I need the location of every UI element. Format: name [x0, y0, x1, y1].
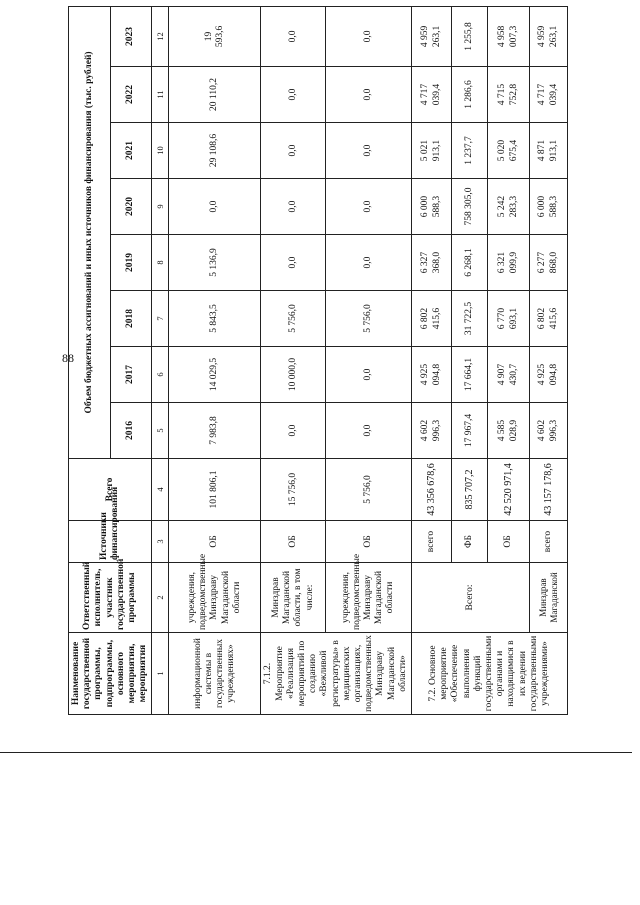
header-year: 2020	[110, 179, 152, 235]
row-executor: учреждения, подведомственные Минздраву Магаданской области	[326, 563, 412, 633]
row-value: 1 255,8	[452, 6, 488, 66]
row-value: 17 967,4	[452, 403, 488, 459]
row-value: 0,0	[261, 179, 326, 235]
funding-table	[68, 6, 568, 715]
page-divider-line	[0, 752, 632, 753]
row-value: 6 000 588,3	[530, 179, 568, 235]
row-name: информационной системы в государственных учреждениях»	[169, 633, 261, 715]
row-value: 5 136,9	[169, 235, 261, 291]
header-name: Наименование государственной программы, подпрограммы, основного мероприятия, мероприятия	[69, 633, 152, 715]
row-value: 4 925 094,8	[530, 347, 568, 403]
row-value: 0,0	[261, 123, 326, 179]
row-value: 4 602 996,3	[530, 403, 568, 459]
table-row	[169, 6, 261, 714]
row-total: 43 356 678,6	[412, 459, 452, 521]
row-value: 758 305,0	[452, 179, 488, 235]
row-value: 0,0	[326, 403, 412, 459]
row-value: 6 321 099,9	[488, 235, 530, 291]
row-value: 4 871 913,1	[530, 123, 568, 179]
table-row	[530, 6, 568, 714]
column-index: 5	[152, 403, 169, 459]
header-source: Источники финансирования	[69, 521, 152, 563]
table-row	[412, 6, 452, 714]
row-total: 835 707,2	[452, 459, 488, 521]
row-source: ФБ	[452, 521, 488, 563]
row-executor: Минздрав Магаданской области, в том числе:	[261, 563, 326, 633]
row-value: 17 664,1	[452, 347, 488, 403]
column-index: 4	[152, 459, 169, 521]
row-value: 6 802 415,6	[412, 291, 452, 347]
header-year: 2023	[110, 6, 152, 66]
row-value: 1 237,7	[452, 123, 488, 179]
row-value: 6 000 588,3	[412, 179, 452, 235]
row-value: 4 958 007,3	[488, 6, 530, 66]
row-value: 5 756,0	[326, 291, 412, 347]
row-value: 4 602 996,3	[412, 403, 452, 459]
header-year: 2018	[110, 291, 152, 347]
header-year: 2021	[110, 123, 152, 179]
row-total: 42 520 971,4	[488, 459, 530, 521]
row-value: 4 959 263,1	[530, 6, 568, 66]
row-source: ОБ	[488, 521, 530, 563]
row-name: 7.1.2. Мероприятие «Реализация мероприятий по созданию «Вежливой регистратуры» в медицинских организациях, подведомственных Минздраву Магаданской области»	[261, 633, 412, 715]
row-value: 0,0	[261, 403, 326, 459]
row-value: 20 110,2	[169, 67, 261, 123]
header-row-1	[69, 6, 111, 714]
row-total: 5 756,0	[326, 459, 412, 521]
row-source: всего	[530, 521, 568, 563]
row-executor: Минздрав Магаданской	[530, 563, 568, 633]
row-total: 15 756,0	[261, 459, 326, 521]
row-value: 0,0	[261, 6, 326, 66]
row-value: 0,0	[261, 67, 326, 123]
row-value: 5 020 675,4	[488, 123, 530, 179]
column-index: 3	[152, 521, 169, 563]
row-total: 101 806,1	[169, 459, 261, 521]
page-number: 88	[62, 351, 74, 365]
column-index: 12	[152, 6, 169, 66]
column-index: 9	[152, 179, 169, 235]
header-year: 2016	[110, 403, 152, 459]
row-value: 6 802 415,6	[530, 291, 568, 347]
row-value: 0,0	[326, 67, 412, 123]
header-executor: Ответственный исполнитель, участник государственной программы	[69, 563, 152, 633]
row-value: 4 585 028,9	[488, 403, 530, 459]
row-value: 7 983,8	[169, 403, 261, 459]
row-executor: Всего:	[412, 563, 530, 633]
row-name: 7.2. Основное мероприятие «Обеспечение выполнения функций государственными органами и находящимися в их ведении государственными учреждениями»	[412, 633, 568, 715]
header-year: 2019	[110, 235, 152, 291]
row-value: 1 286,6	[452, 67, 488, 123]
row-value: 6 327 368,0	[412, 235, 452, 291]
row-value: 4 959 263,1	[412, 6, 452, 66]
column-index: 10	[152, 123, 169, 179]
header-year: 2022	[110, 67, 152, 123]
table-row	[326, 6, 412, 714]
row-value: 10 000,0	[261, 347, 326, 403]
row-value: 4 717 039,4	[412, 67, 452, 123]
column-index: 8	[152, 235, 169, 291]
row-value: 5 756,0	[261, 291, 326, 347]
row-value: 4 715 752,8	[488, 67, 530, 123]
header-total: Всего	[69, 459, 152, 521]
row-source: ОБ	[169, 521, 261, 563]
column-index: 1	[152, 633, 169, 715]
row-value: 5 843,5	[169, 291, 261, 347]
row-value: 5 021 913,1	[412, 123, 452, 179]
row-source: ОБ	[326, 521, 412, 563]
column-index: 11	[152, 67, 169, 123]
header-year: 2017	[110, 347, 152, 403]
row-value: 6 277 868,0	[530, 235, 568, 291]
row-value: 4 907 430,7	[488, 347, 530, 403]
row-value: 31 722,5	[452, 291, 488, 347]
column-index: 7	[152, 291, 169, 347]
column-index-row	[152, 6, 169, 714]
row-value: 0,0	[326, 235, 412, 291]
header-funding-group: Объем бюджетных ассигнований и иных источников финансирования (тыс. рублей)	[69, 6, 111, 458]
row-source: ОБ	[261, 521, 326, 563]
row-value: 19 593,6	[169, 6, 261, 66]
row-value: 4 925 094,8	[412, 347, 452, 403]
row-total: 43 157 178,6	[530, 459, 568, 521]
row-executor: учреждения, подведомственные Минздраву Магаданской области	[169, 563, 261, 633]
row-value: 0,0	[261, 235, 326, 291]
row-value: 14 029,5	[169, 347, 261, 403]
row-value: 6 268,1	[452, 235, 488, 291]
table-row	[261, 6, 326, 714]
row-value: 29 108,6	[169, 123, 261, 179]
row-value: 5 242 283,3	[488, 179, 530, 235]
row-source: всего	[412, 521, 452, 563]
column-index: 6	[152, 347, 169, 403]
row-value: 0,0	[326, 179, 412, 235]
row-value: 0,0	[326, 347, 412, 403]
row-value: 0,0	[169, 179, 261, 235]
column-index: 2	[152, 563, 169, 633]
rotated-table-page	[68, 7, 608, 715]
row-value: 0,0	[326, 6, 412, 66]
row-value: 0,0	[326, 123, 412, 179]
row-value: 6 770 693,1	[488, 291, 530, 347]
row-value: 4 717 039,4	[530, 67, 568, 123]
